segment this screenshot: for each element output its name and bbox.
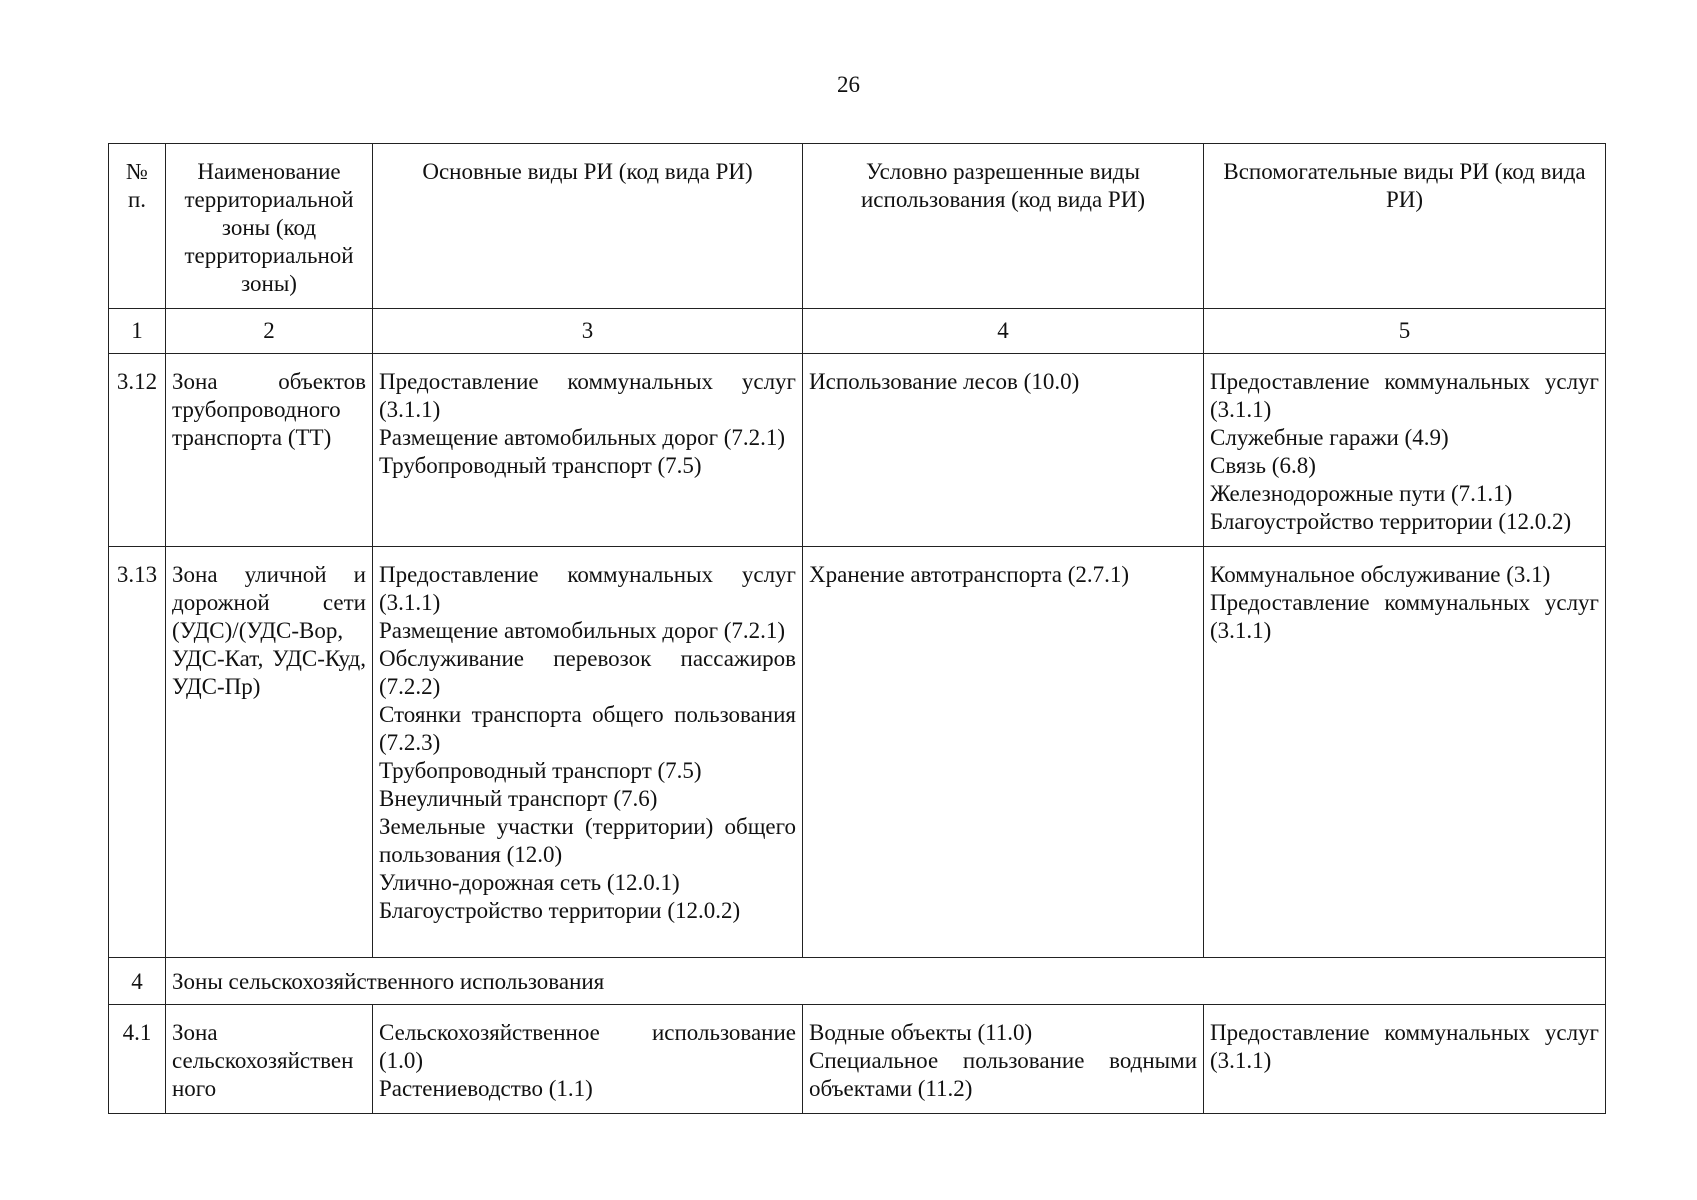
row-number: 3.13 (109, 547, 166, 958)
header-main-uses: Основные виды РИ (код вида РИ) (373, 144, 803, 309)
auxiliary-use-item: Железнодорожные пути (7.1.1) (1210, 481, 1513, 506)
column-number: 2 (166, 309, 373, 354)
header-auxiliary-uses: Вспомогательные виды РИ (код вида РИ) (1204, 144, 1606, 309)
auxiliary-use-item: Связь (6.8) (1210, 453, 1316, 478)
main-use-item: Обслуживание перевозок пассажиров (7.2.2) (379, 646, 796, 699)
main-use-item: Растениеводство (1.1) (379, 1076, 593, 1101)
main-uses-cell (373, 547, 803, 958)
main-use-item: Сельскохозяйственное использование (1.0) (379, 1020, 796, 1073)
column-number: 1 (109, 309, 166, 354)
conditional-uses-cell (803, 1005, 1204, 1114)
conditional-uses-cell (803, 354, 1204, 547)
zone-name: Зона объектов трубопроводного транспорта (ТТ) (166, 354, 373, 547)
column-number: 4 (803, 309, 1204, 354)
table-header-row (109, 144, 1606, 309)
main-use-item: Размещение автомобильных дорог (7.2.1) (379, 618, 786, 643)
row-number: 4.1 (109, 1005, 166, 1114)
main-uses-cell (373, 1005, 803, 1114)
main-use-item: Предоставление коммунальных услуг (3.1.1) (379, 562, 796, 615)
zone-name: Зона сельскохозяйствен ного (166, 1005, 373, 1114)
main-use-item: Земельные участки (территории) общего пользования (12.0) (379, 814, 796, 867)
conditional-use-item: Использование лесов (10.0) (809, 369, 1080, 394)
section-number: 4 (109, 958, 166, 1005)
header-conditional-uses: Условно разрешенные виды использования (код вида РИ) (803, 144, 1204, 309)
table-row (109, 1005, 1606, 1114)
section-row (109, 958, 1606, 1005)
conditional-use-item: Специальное пользование водными объектами (11.2) (809, 1048, 1197, 1101)
conditional-use-item: Водные объекты (11.0) (809, 1020, 1033, 1045)
section-title: Зоны сельскохозяйственного использования (166, 958, 1606, 1005)
conditional-uses-cell (803, 547, 1204, 958)
column-number: 3 (373, 309, 803, 354)
auxiliary-use-item: Предоставление коммунальных услуг (3.1.1) (1210, 369, 1599, 422)
row-number: 3.12 (109, 354, 166, 547)
main-use-item: Улично-дорожная сеть (12.0.1) (379, 870, 680, 895)
auxiliary-use-item: Предоставление коммунальных услуг (3.1.1) (1210, 590, 1599, 643)
main-use-item: Трубопроводный транспорт (7.5) (379, 453, 702, 478)
auxiliary-use-item: Служебные гаражи (4.9) (1210, 425, 1449, 450)
main-uses-cell (373, 354, 803, 547)
column-numbers-row (109, 309, 1606, 354)
header-number: № п. (109, 144, 166, 309)
table-row (109, 547, 1606, 958)
main-use-item: Внеуличный транспорт (7.6) (379, 786, 658, 811)
auxiliary-uses-cell (1204, 547, 1606, 958)
auxiliary-use-item: Коммунальное обслуживание (3.1) (1210, 562, 1551, 587)
main-use-item: Благоустройство территории (12.0.2) (379, 898, 741, 923)
zoning-table (108, 143, 1606, 1114)
table-row (109, 354, 1606, 547)
auxiliary-uses-cell (1204, 1005, 1606, 1114)
auxiliary-uses-cell (1204, 354, 1606, 547)
header-zone-name: Наименование территориальной зоны (код территориальной зоны) (166, 144, 373, 309)
column-number: 5 (1204, 309, 1606, 354)
zone-name: Зона уличной и дорожной сети (УДС)/(УДС-Вор, УДС-Кат, УДС-Куд, УДС-Пр) (166, 547, 373, 958)
conditional-use-item: Хранение автотранспорта (2.7.1) (809, 562, 1130, 587)
page-number: 26 (837, 72, 860, 97)
main-use-item: Размещение автомобильных дорог (7.2.1) (379, 425, 786, 450)
auxiliary-use-item: Благоустройство территории (12.0.2) (1210, 509, 1572, 534)
main-use-item: Стоянки транспорта общего пользования (7.2.3) (379, 702, 796, 755)
main-use-item: Предоставление коммунальных услуг (3.1.1) (379, 369, 796, 422)
main-use-item: Трубопроводный транспорт (7.5) (379, 758, 702, 783)
auxiliary-use-item: Предоставление коммунальных услуг (3.1.1) (1210, 1020, 1599, 1073)
